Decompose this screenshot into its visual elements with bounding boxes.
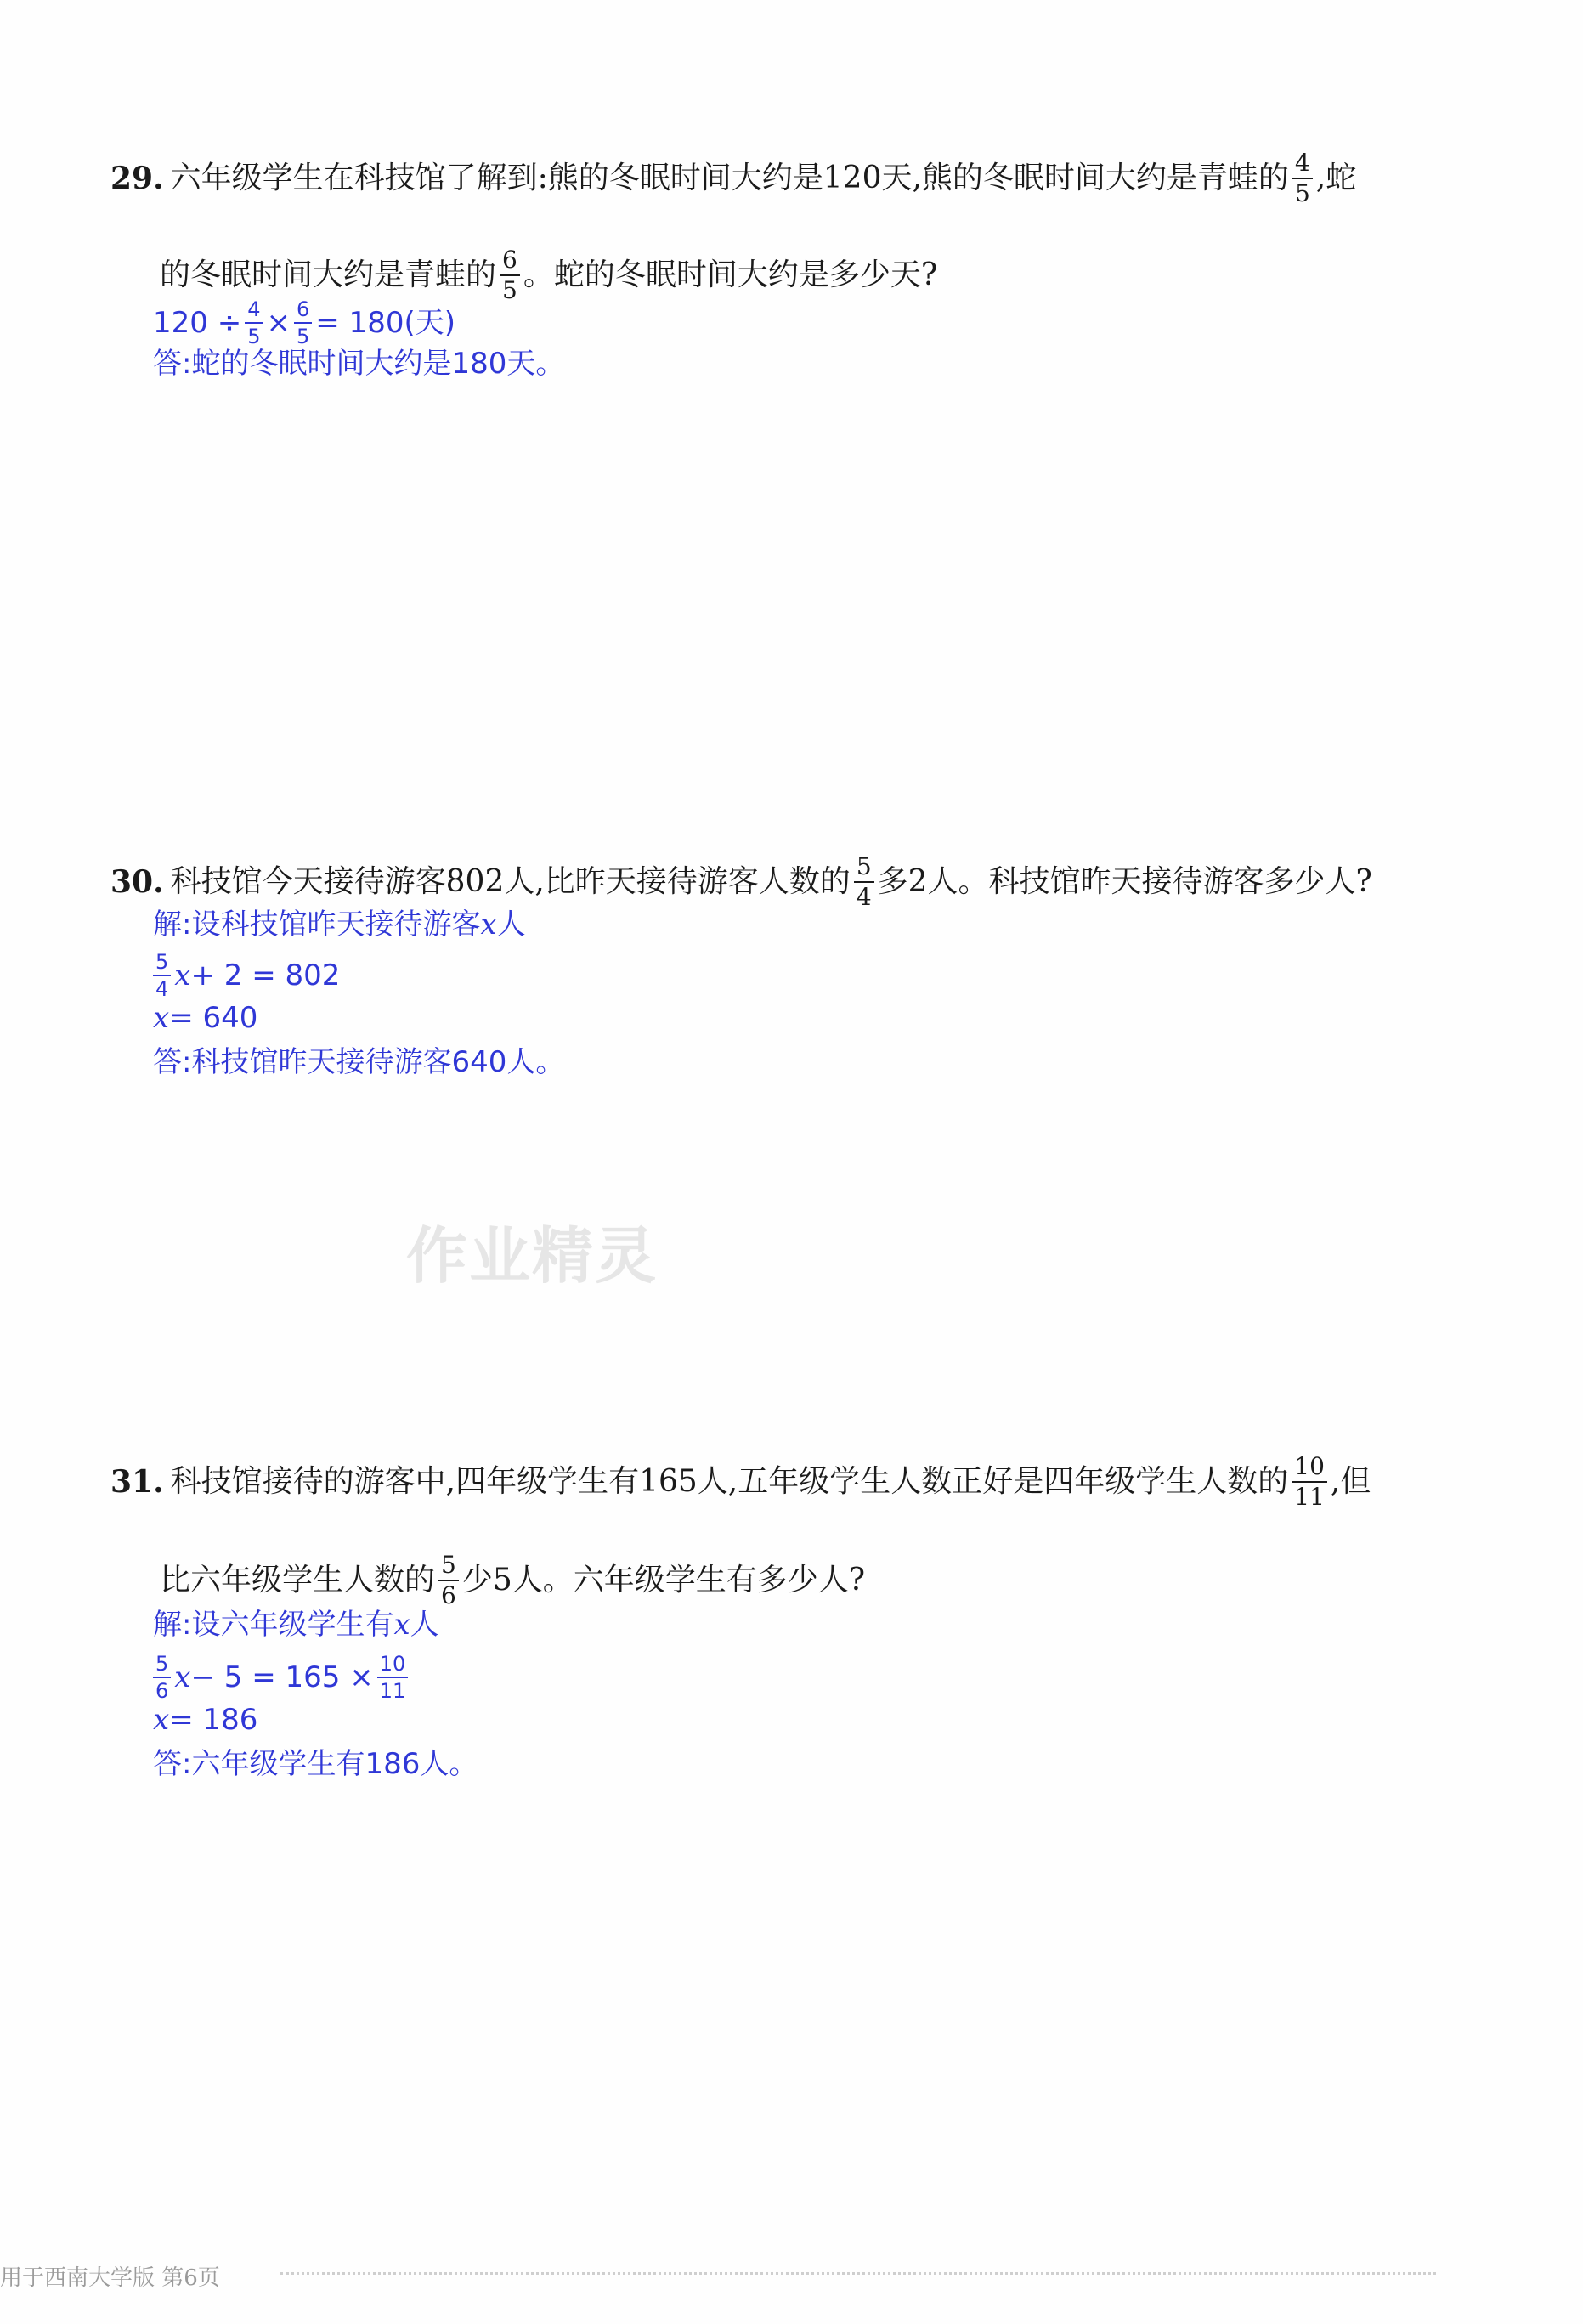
q29-answer-calc: 120 ÷ $\frac{4}{5}$ × $\frac{6}{5}$ = 180(天) [153, 297, 455, 348]
q29-line1 [110, 151, 1356, 206]
q31-answer-text: 答:六年级学生有186人。 [153, 1747, 478, 1781]
q31-line1 [110, 1452, 1371, 1511]
q30-line1 [110, 852, 1372, 911]
q29-answer-fraction-1: $\frac{4}{5}$ [245, 299, 263, 347]
q31-line2 [160, 1553, 865, 1608]
q31-text-2a: 比六年级学生人数的 [160, 1563, 436, 1597]
q30-answer-fraction: $\frac{5}{4}$ [153, 952, 171, 999]
q30-answer-equation: $\frac{5}{4}$ x + 2 = 802 [153, 952, 340, 999]
q30-answer-solution: x = 640 [153, 1001, 258, 1035]
q29-fraction-1: $\frac{4}{5}$ [1292, 151, 1313, 206]
footer-dotted-rule [280, 2272, 1436, 2275]
q30-answer-text: 答:科技馆昨天接待游客640人。 [153, 1045, 565, 1079]
q29-answer-text: 答:蛇的冬眠时间大约是180天。 [153, 347, 565, 381]
q29-text-1a: 六年级学生在科技馆了解到:熊的冬眠时间大约是120天,熊的冬眠时间大约是青蛙的 [170, 161, 1289, 195]
q30-fraction-1: $\frac{5}{4}$ [854, 855, 874, 909]
q30-text-1a: 科技馆今天接待游客802人,比昨天接待游客人数的 [170, 864, 851, 899]
q31-text-1a: 科技馆接待的游客中,四年级学生有165人,五年级学生人数正好是四年级学生人数的 [170, 1464, 1289, 1499]
q29-text-2b: 。蛇的冬眠时间大约是多少天? [523, 257, 938, 292]
q31-number: 31. [110, 1464, 164, 1500]
watermark: 作业精灵 [406, 1220, 659, 1292]
q31-fraction-1: $\frac{10}{11}$ [1292, 1455, 1327, 1509]
page-footer: 用于西南大学版 第6页 [0, 2265, 220, 2291]
q30-answer-let: 解:设科技馆昨天接待游客 x 人 [153, 908, 526, 941]
q30-number: 30. [110, 864, 164, 900]
q29-number: 29. [110, 161, 164, 196]
q31-answer-fraction-1: $\frac{5}{6}$ [153, 1654, 171, 1701]
q30-text-1b: 多2人。科技馆昨天接待游客多少人? [877, 864, 1372, 899]
q31-fraction-2: $\frac{5}{6}$ [438, 1553, 459, 1608]
q31-answer-fraction-2: $\frac{10}{11}$ [377, 1654, 409, 1701]
q29-answer-fraction-2: $\frac{6}{5}$ [294, 299, 312, 347]
q31-text-2b: 少5人。六年级学生有多少人? [461, 1563, 866, 1597]
q29-text-2a: 的冬眠时间大约是青蛙的 [160, 257, 497, 292]
q29-fraction-2: $\frac{6}{5}$ [500, 248, 520, 303]
q31-answer-equation: $\frac{5}{6}$ x − 5 = 165 × $\frac{10}{11}$ [153, 1654, 411, 1701]
q31-answer-solution: x = 186 [153, 1703, 258, 1737]
q29-line2 [160, 248, 937, 303]
q31-answer-let: 解:设六年级学生有 x 人 [153, 1608, 439, 1642]
q29-text-1b: ,蛇 [1315, 161, 1357, 195]
q31-text-1b: ,但 [1330, 1464, 1371, 1499]
